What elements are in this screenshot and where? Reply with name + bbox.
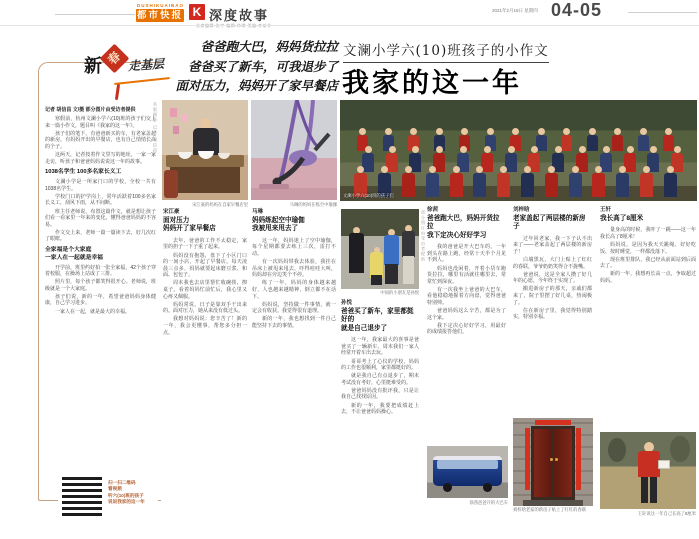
paragraph: 孩子们说，新的一年，希望爸爸妈妈身体健康，自己学习进步。 bbox=[45, 293, 156, 307]
hand-line-3: 面对压力，妈妈开了家早餐店 bbox=[175, 78, 338, 93]
group-figure-head bbox=[460, 146, 467, 153]
sidebar-section-2 bbox=[45, 179, 156, 243]
photo-family bbox=[341, 209, 419, 289]
group-figure-head bbox=[627, 146, 634, 153]
paragraph: 我的爸爸是开大巴车的，一年到头在路上跑，经常十天半个月见不到人。 bbox=[427, 244, 506, 264]
family-caption: 中间的小朋友是孙悦 bbox=[380, 290, 419, 295]
group-figure bbox=[592, 173, 605, 197]
group-figure bbox=[521, 173, 534, 197]
column-body bbox=[427, 244, 506, 336]
paragraph: 开学前，班里约好拍一张全家福，42个孩子穿着校服，在操场上站成了三排。 bbox=[45, 264, 156, 278]
group-photo-figures bbox=[340, 100, 697, 201]
group-figure-head bbox=[512, 128, 519, 135]
group-figure-head bbox=[555, 146, 562, 153]
group-figure-head bbox=[589, 128, 596, 135]
group-figure-head bbox=[461, 128, 468, 135]
group-figure-head bbox=[524, 166, 531, 173]
hand-line-2: 爸爸买了新车，可我退步了 bbox=[187, 58, 338, 74]
group-figure-head bbox=[436, 146, 443, 153]
group-figure-head bbox=[484, 146, 491, 153]
student-name: 王轩 bbox=[600, 207, 612, 213]
paragraph: 照片里，每个孩子都笑得很开心。老师说，班级就是一个大家庭。 bbox=[45, 279, 156, 292]
student-name: 宋江豪 bbox=[163, 209, 180, 215]
student-name: 马琳 bbox=[252, 209, 264, 215]
group-figure bbox=[638, 135, 649, 151]
group-figure bbox=[402, 173, 415, 197]
group-figure-head bbox=[531, 146, 538, 153]
group-figure bbox=[545, 173, 558, 197]
group-figure-head bbox=[365, 146, 372, 153]
paragraph: 练了一年，妈妈的身体越来越好，人也越来越精神，倒立都不在话下。 bbox=[252, 280, 336, 300]
logo-suffix: 走基层 bbox=[127, 56, 165, 74]
group-figure-head bbox=[453, 166, 460, 173]
group-figure-head bbox=[665, 128, 672, 135]
paragraph: 新的一年，我也想找到一件自己能坚持下去的事情。 bbox=[252, 316, 336, 329]
article-column-1 bbox=[163, 207, 247, 532]
group-figure bbox=[569, 173, 582, 197]
group-figure-head bbox=[572, 166, 579, 173]
article-column-5 bbox=[513, 205, 592, 416]
group-figure-head bbox=[429, 166, 436, 173]
group-figure-head bbox=[381, 166, 388, 173]
sidebar-byline: 记者 胡信昌 文/摄 部分图片由受访者提供 bbox=[45, 107, 136, 113]
logo-diamond bbox=[104, 48, 125, 69]
paragraph: 寒假前，杭州文澜小学六(10)班的孩子们交上来一篇小作文，题目叫《我家的这一年》。 bbox=[45, 116, 156, 129]
paragraph: 有一次我坐上爸爸的大巴车，看他稳稳地握着方向盘，觉得爸爸特别帅。 bbox=[427, 286, 506, 306]
paragraph: 住在新房子里，我觉得特别踏实，特别幸福。 bbox=[513, 307, 592, 321]
column-body bbox=[163, 238, 247, 336]
section-title: 深度故事 bbox=[209, 8, 270, 23]
paragraph: 爸爸妈妈这么辛苦，都是为了这个家。 bbox=[427, 308, 506, 321]
bus-caption: 徐茜爸爸开的大巴车 bbox=[469, 500, 508, 505]
group-figure bbox=[640, 173, 653, 197]
group-figure bbox=[426, 173, 439, 197]
paragraph: 说说我家的这一年 bbox=[108, 499, 145, 505]
paragraph: 周末我也去店里帮忙收碗筷、擦桌子。看着妈妈忙前忙后，我心里又心疼又佩服。 bbox=[163, 280, 247, 300]
paragraph: 学校门口的护学岗上，常年活跃着100多名家长义工，刮风下雨，从不间断。 bbox=[45, 193, 156, 207]
kicker: 文澜小学六(10)班孩子的小作文 bbox=[343, 39, 549, 63]
hand-headline bbox=[160, 37, 338, 96]
sidebar-article bbox=[45, 106, 156, 470]
paragraph: 我下定决心好好学习，用最好的成绩报答他们。 bbox=[427, 322, 506, 336]
photo-class-group bbox=[340, 100, 697, 201]
student-name: 徐茜 bbox=[427, 207, 439, 213]
qr-caption bbox=[108, 480, 145, 506]
brand-en: DUSHIKUAIBAO bbox=[137, 3, 185, 8]
photo-aerial-yoga bbox=[251, 100, 337, 200]
article-column-4 bbox=[427, 205, 506, 443]
paragraph: 妈妈说，是因为我天天跳绳、好好吃饭、按时睡觉，一样都没落下。 bbox=[600, 242, 696, 255]
column-heading: 妈妈练起空中瑜伽 bbox=[252, 217, 305, 224]
photo-bus bbox=[427, 446, 508, 498]
article-column-6 bbox=[600, 205, 696, 430]
group-figure-head bbox=[508, 146, 515, 153]
group-figure bbox=[612, 135, 623, 151]
group-figure bbox=[663, 135, 674, 151]
photo-red-door bbox=[513, 418, 593, 506]
paragraph: 这两天，记者按着作文里写的地址，一家一家走访，听孩子和爸爸妈妈说说这一年的故事。 bbox=[45, 151, 156, 165]
sidebar-subhead-1: 1038名学生 100多名家长义工 bbox=[45, 169, 122, 176]
photo-credit-left: 本版摄影 记者 胡信昌 bbox=[153, 102, 158, 154]
paragraph: 新的一年，我要把成绩赶上去，不让爸爸妈妈操心。 bbox=[341, 402, 419, 416]
group-figure-head bbox=[357, 166, 364, 173]
group-figure-head bbox=[405, 166, 412, 173]
paragraph: 哥哥考上了心仪的学校，妈妈的工作也很顺利，家里都挺好的。 bbox=[341, 358, 419, 372]
paragraph: 爸爸说，这是全家人攒了好几年的心愿，今年终于实现了。 bbox=[513, 271, 592, 285]
column-body bbox=[252, 238, 336, 330]
paragraph: 新的一年，我想再长高一点，争取超过妈妈。 bbox=[600, 271, 696, 285]
group-figure-head bbox=[436, 128, 443, 135]
group-figure bbox=[473, 173, 486, 197]
group-figure-head bbox=[579, 146, 586, 153]
sidebar-section-3 bbox=[45, 265, 156, 316]
group-figure bbox=[616, 173, 629, 197]
group-figure bbox=[587, 135, 598, 151]
group-figure-head bbox=[476, 166, 483, 173]
group-figure-head bbox=[667, 166, 674, 173]
column-heading: 老家盖起了两层楼的新房子 bbox=[513, 215, 586, 231]
column-heading: 我长高了8厘米 bbox=[600, 215, 644, 222]
paragraph: 爸爸妈妈没有批评我，只是让我自己找找原因。 bbox=[341, 387, 419, 401]
sidebar-subhead-2b: 一家人在一起就是幸福 bbox=[45, 254, 103, 261]
header-divider bbox=[0, 25, 699, 26]
paragraph: 过年回老家，我一下子认不出来了——老家盖起了两层楼的新房子！ bbox=[513, 235, 592, 255]
sidebar-intro bbox=[45, 116, 156, 165]
group-figure-head bbox=[619, 166, 626, 173]
group-figure-head bbox=[412, 146, 419, 153]
paragraph: 现在班里排队，我已经从前面站到后面去了。 bbox=[600, 256, 696, 270]
xinchun-logo bbox=[84, 40, 164, 102]
group-figure-head bbox=[614, 128, 621, 135]
paragraph: 班主任老师说，布置这篇作文，就是想让孩子们看一看家里一年来的变化，懂得爸爸妈妈的不容易。 bbox=[45, 208, 156, 228]
column-heading: 爸爸跑大巴，妈妈开货拉拉 bbox=[427, 215, 500, 231]
column-heading: 面对压力 bbox=[163, 217, 190, 224]
photo-kid bbox=[600, 432, 696, 509]
paragraph: 量身高的时候，我吓了一跳——这一年我长高了8厘米！ bbox=[600, 227, 696, 240]
sidebar-subhead-2a: 全家福是个大家庭 bbox=[45, 247, 92, 253]
article-column-2 bbox=[252, 207, 336, 532]
chair bbox=[164, 170, 178, 198]
paragraph: 看视频 bbox=[108, 486, 122, 492]
group-figure bbox=[664, 173, 677, 197]
group-figure-head bbox=[389, 146, 396, 153]
student-name: 刘梓晗 bbox=[513, 207, 530, 213]
column-body bbox=[513, 236, 592, 321]
photo-breakfast-shop bbox=[162, 100, 248, 200]
table-front bbox=[170, 167, 240, 193]
group-figure-head bbox=[643, 166, 650, 173]
paragraph: 妈妈没有抱怨，盘下了小区门口的一间小店，开起了早餐店。每天凌晨三点多，妈妈就要起床磨豆浆、和面、包包子。 bbox=[163, 252, 247, 279]
wall-note bbox=[170, 108, 177, 117]
column-body bbox=[600, 227, 696, 284]
group-figure-head bbox=[548, 166, 555, 173]
group-figure-head bbox=[603, 146, 610, 153]
qr-code[interactable] bbox=[62, 476, 102, 516]
paragraph: 这一年，我家最大的喜事是爸爸买了一辆新车。周末我们一家人经常开着车出去玩。 bbox=[341, 337, 419, 357]
door-caption: 刘梓晗老家的新房子贴上了红红的春联 bbox=[513, 507, 587, 512]
paragraph: 去年，爸爸的工作不太稳定，家里的担子一下子重了起来。 bbox=[163, 237, 247, 251]
group-figure bbox=[561, 135, 572, 151]
column-heading: 就是自己退步了 bbox=[341, 324, 388, 332]
k-logo-icon: K bbox=[189, 4, 205, 20]
dateline: 2021年2月18日 星期四 bbox=[492, 8, 538, 13]
page-number: 04-05 bbox=[551, 0, 603, 20]
group-figure bbox=[450, 173, 463, 197]
paragraph: 听六(10)班的孩子 bbox=[108, 492, 144, 498]
column-heading: 妈妈开了家早餐店 bbox=[163, 225, 216, 233]
column-heading: 我下定决心好好学习 bbox=[427, 231, 487, 239]
group-figure-head bbox=[359, 128, 366, 135]
paragraph: 我想对妈妈说：您辛苦了！新的一年，我会更懂事，帮您多分担一点。 bbox=[163, 316, 247, 336]
paragraph: 妈妈也没闲着，开着小货车跑货拉拉，哪里有活就往哪里去，常常忙到深夜。 bbox=[427, 265, 506, 285]
paragraph: 文澜小学是一所家门口的学校，全校一共有1038名学生。 bbox=[45, 179, 156, 192]
header-rule-right bbox=[628, 12, 697, 13]
article-column-3 bbox=[341, 298, 419, 532]
qr-block bbox=[58, 472, 158, 520]
paragraph: 有一次妈妈带我去体验，我挂在吊床上被甩来甩去，吓得哇哇大叫，妈妈却在旁边笑个不停。 bbox=[252, 259, 336, 279]
yoga-caption: 马琳的妈妈在练空中瑜伽 bbox=[289, 202, 337, 207]
logo-brush-tail bbox=[115, 84, 120, 100]
column-body bbox=[341, 337, 419, 416]
paragraph: 妈妈说，坚持做一件事情，就一定会有收获。我觉得很有道理。 bbox=[252, 301, 336, 315]
wall-note bbox=[173, 126, 179, 134]
group-figure bbox=[497, 173, 510, 197]
group-figure-head bbox=[538, 128, 545, 135]
group-figure bbox=[536, 135, 547, 151]
paragraph: 妈妈常说，日子是靠双手干出来的。面对压力，她从来没有低过头。 bbox=[163, 301, 247, 315]
group-caption: 文澜小学六(10)班的孩子们 bbox=[343, 193, 394, 198]
yoga-illustration bbox=[251, 100, 337, 200]
breakfast-caption: 宋江豪的妈妈在自家早餐店里 bbox=[192, 202, 248, 207]
column-heading: 我被甩来甩去了 bbox=[252, 225, 299, 233]
paragraph: 作文交上来，老师一篇一篇读下去，好几次红了眼眶。 bbox=[45, 229, 156, 243]
paragraph: 搬进新房子的那天，亲戚们都来了，院子里摆了好几桌，热闹极了。 bbox=[513, 286, 592, 306]
logo-char-chun: 春 bbox=[104, 48, 124, 68]
student-name: 孙悦 bbox=[341, 300, 353, 306]
group-figure-head bbox=[640, 128, 647, 135]
header-rule-left bbox=[55, 14, 135, 15]
group-figure-head bbox=[563, 128, 570, 135]
paragraph: 一家人在一起，就是最大的幸福。 bbox=[55, 308, 131, 315]
brand-logo: 都市快报 bbox=[136, 10, 183, 21]
staff-line bbox=[196, 23, 272, 29]
paragraph: 这一年，妈妈迷上了空中瑜伽，每个星期都要去练上三次，雷打不动。 bbox=[252, 237, 336, 257]
group-figure-head bbox=[595, 166, 602, 173]
group-figure-head bbox=[500, 166, 507, 173]
logo-char-xin: 新 bbox=[84, 56, 102, 77]
group-figure-head bbox=[487, 128, 494, 135]
group-figure-head bbox=[650, 146, 657, 153]
main-title: 我家的这一年 bbox=[342, 68, 522, 98]
paragraph: 白墙黑瓦，大门上贴上了红红的春联，爷爷奶奶笑得合不拢嘴。 bbox=[513, 257, 592, 270]
photo-credit-right: 部分图片由受访者提供 bbox=[421, 210, 426, 262]
paragraph: 就是我自己有点退步了，期末考试没有考好，心里挺难受的。 bbox=[341, 373, 419, 386]
group-figure-head bbox=[674, 146, 681, 153]
wall-note bbox=[182, 114, 188, 122]
group-figure-head bbox=[410, 128, 417, 135]
paragraph: 孩子们的笔下，有爸爸新买的车，有老家盖起的新房，有妈妈开出的早餐店，也有自己悄悄长高的个子。 bbox=[45, 130, 156, 150]
column-heading: 爸爸买了新车，家里都挺好的 bbox=[341, 308, 414, 324]
group-figure-head bbox=[385, 128, 392, 135]
hand-line-1: 爸爸跑大巴，妈妈货拉拉 bbox=[200, 39, 338, 54]
paragraph: 扫一扫二维码 bbox=[108, 480, 136, 485]
kid-caption: 王轩说这一年自己长高了8厘米 bbox=[637, 511, 696, 516]
